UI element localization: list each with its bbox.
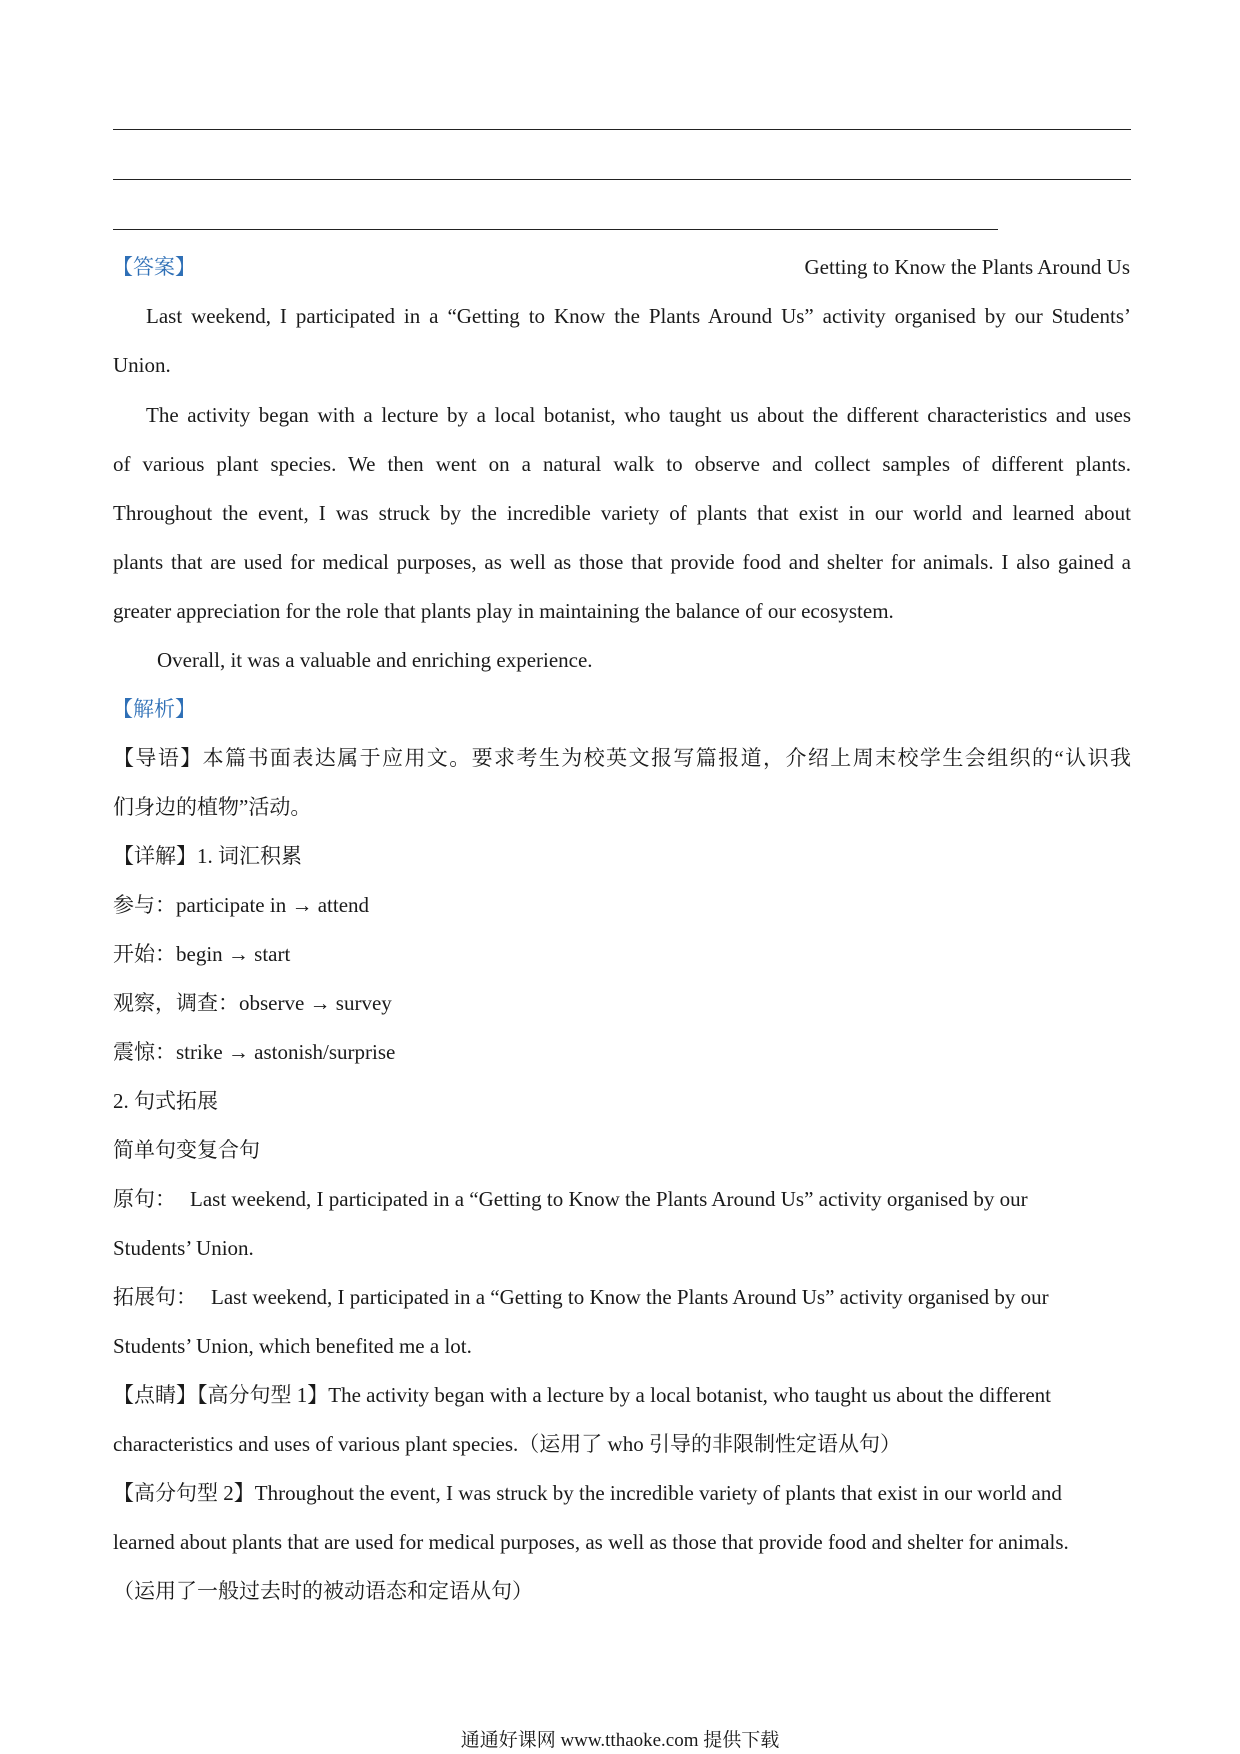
expanded-sentence-line: Students’ Union, which benefited me a lot. — [113, 1334, 472, 1358]
essay-line: plants that are used for medical purposes, as well as those that provide food and shelter for animals. I also gained a — [113, 550, 1131, 574]
analysis-tag: 【解析】 — [112, 697, 196, 721]
original-label: 原句： — [113, 1187, 176, 1211]
section-heading: 2. 句式拓展 — [113, 1089, 218, 1113]
original-sentence-line — [113, 1184, 1131, 1214]
essay-line: of various plant species. We then went on a natural walk to observe and collect samples of different plants. — [113, 452, 1131, 476]
answer-rule-2 — [113, 179, 1131, 180]
section-subheading: 简单句变复合句 — [113, 1138, 260, 1162]
essay-line: greater appreciation for the role that plants play in maintaining the balance of our ecosystem. — [113, 599, 894, 623]
vocab-item: 开始：begin → start — [113, 942, 291, 966]
expanded-label: 拓展句： — [113, 1285, 197, 1309]
essay-line: Union. — [113, 353, 171, 377]
highlight-line: learned about plants that are used for medical purposes, as well as those that provide food and shelter for animals. — [113, 1530, 1069, 1554]
essay-line: The activity began with a lecture by a local botanist, who taught us about the different characteristics and uses — [146, 403, 1131, 427]
essay-line: Throughout the event, I was struck by the incredible variety of plants that exist in our world and learned about — [113, 501, 1131, 525]
highlight-line: 【高分句型 2】Throughout the event, I was struck by the incredible variety of plants that exist in our world and — [113, 1481, 1062, 1505]
answer-rule-1 — [113, 129, 1131, 130]
highlight-line: （运用了一般过去时的被动语态和定语从句） — [113, 1579, 533, 1603]
vocab-item: 参与：participate in → attend — [113, 893, 370, 917]
highlight-line: 【点睛】【高分句型 1】The activity began with a lecture by a local botanist, who taught us about the different — [113, 1383, 1051, 1407]
intro-line: 【导语】本篇书面表达属于应用文。要求考生为校英文报写篇报道，介绍上周末校学生会组织的“认识我 — [113, 746, 1131, 770]
essay-title: Getting to Know the Plants Around Us — [804, 255, 1130, 279]
vocab-item: 震惊：strike → astonish/surprise — [113, 1040, 396, 1064]
essay-line: Last weekend, I participated in a “Getting to Know the Plants Around Us” activity organised by our Students’ — [146, 304, 1131, 328]
expanded-text: Last weekend, I participated in a “Getting to Know the Plants Around Us” activity organised by our — [211, 1285, 1049, 1309]
intro-line: 们身边的植物”活动。 — [113, 795, 312, 819]
original-sentence-line: Students’ Union. — [113, 1236, 254, 1260]
detail-heading: 【详解】1. 词汇积累 — [113, 844, 302, 868]
answer-rule-3 — [113, 229, 998, 230]
essay-line: Overall, it was a valuable and enriching experience. — [157, 648, 593, 672]
page-footer: 通通好课网 www.tthaoke.com 提供下载 — [460, 1730, 780, 1751]
original-text: Last weekend, I participated in a “Getting to Know the Plants Around Us” activity organised by our — [190, 1187, 1028, 1211]
expanded-sentence-line — [113, 1282, 1131, 1312]
answer-tag: 【答案】 — [112, 255, 196, 279]
vocab-item: 观察，调查：observe → survey — [113, 991, 392, 1015]
highlight-line: characteristics and uses of various plant species.（运用了 who 引导的非限制性定语从句） — [113, 1432, 901, 1456]
